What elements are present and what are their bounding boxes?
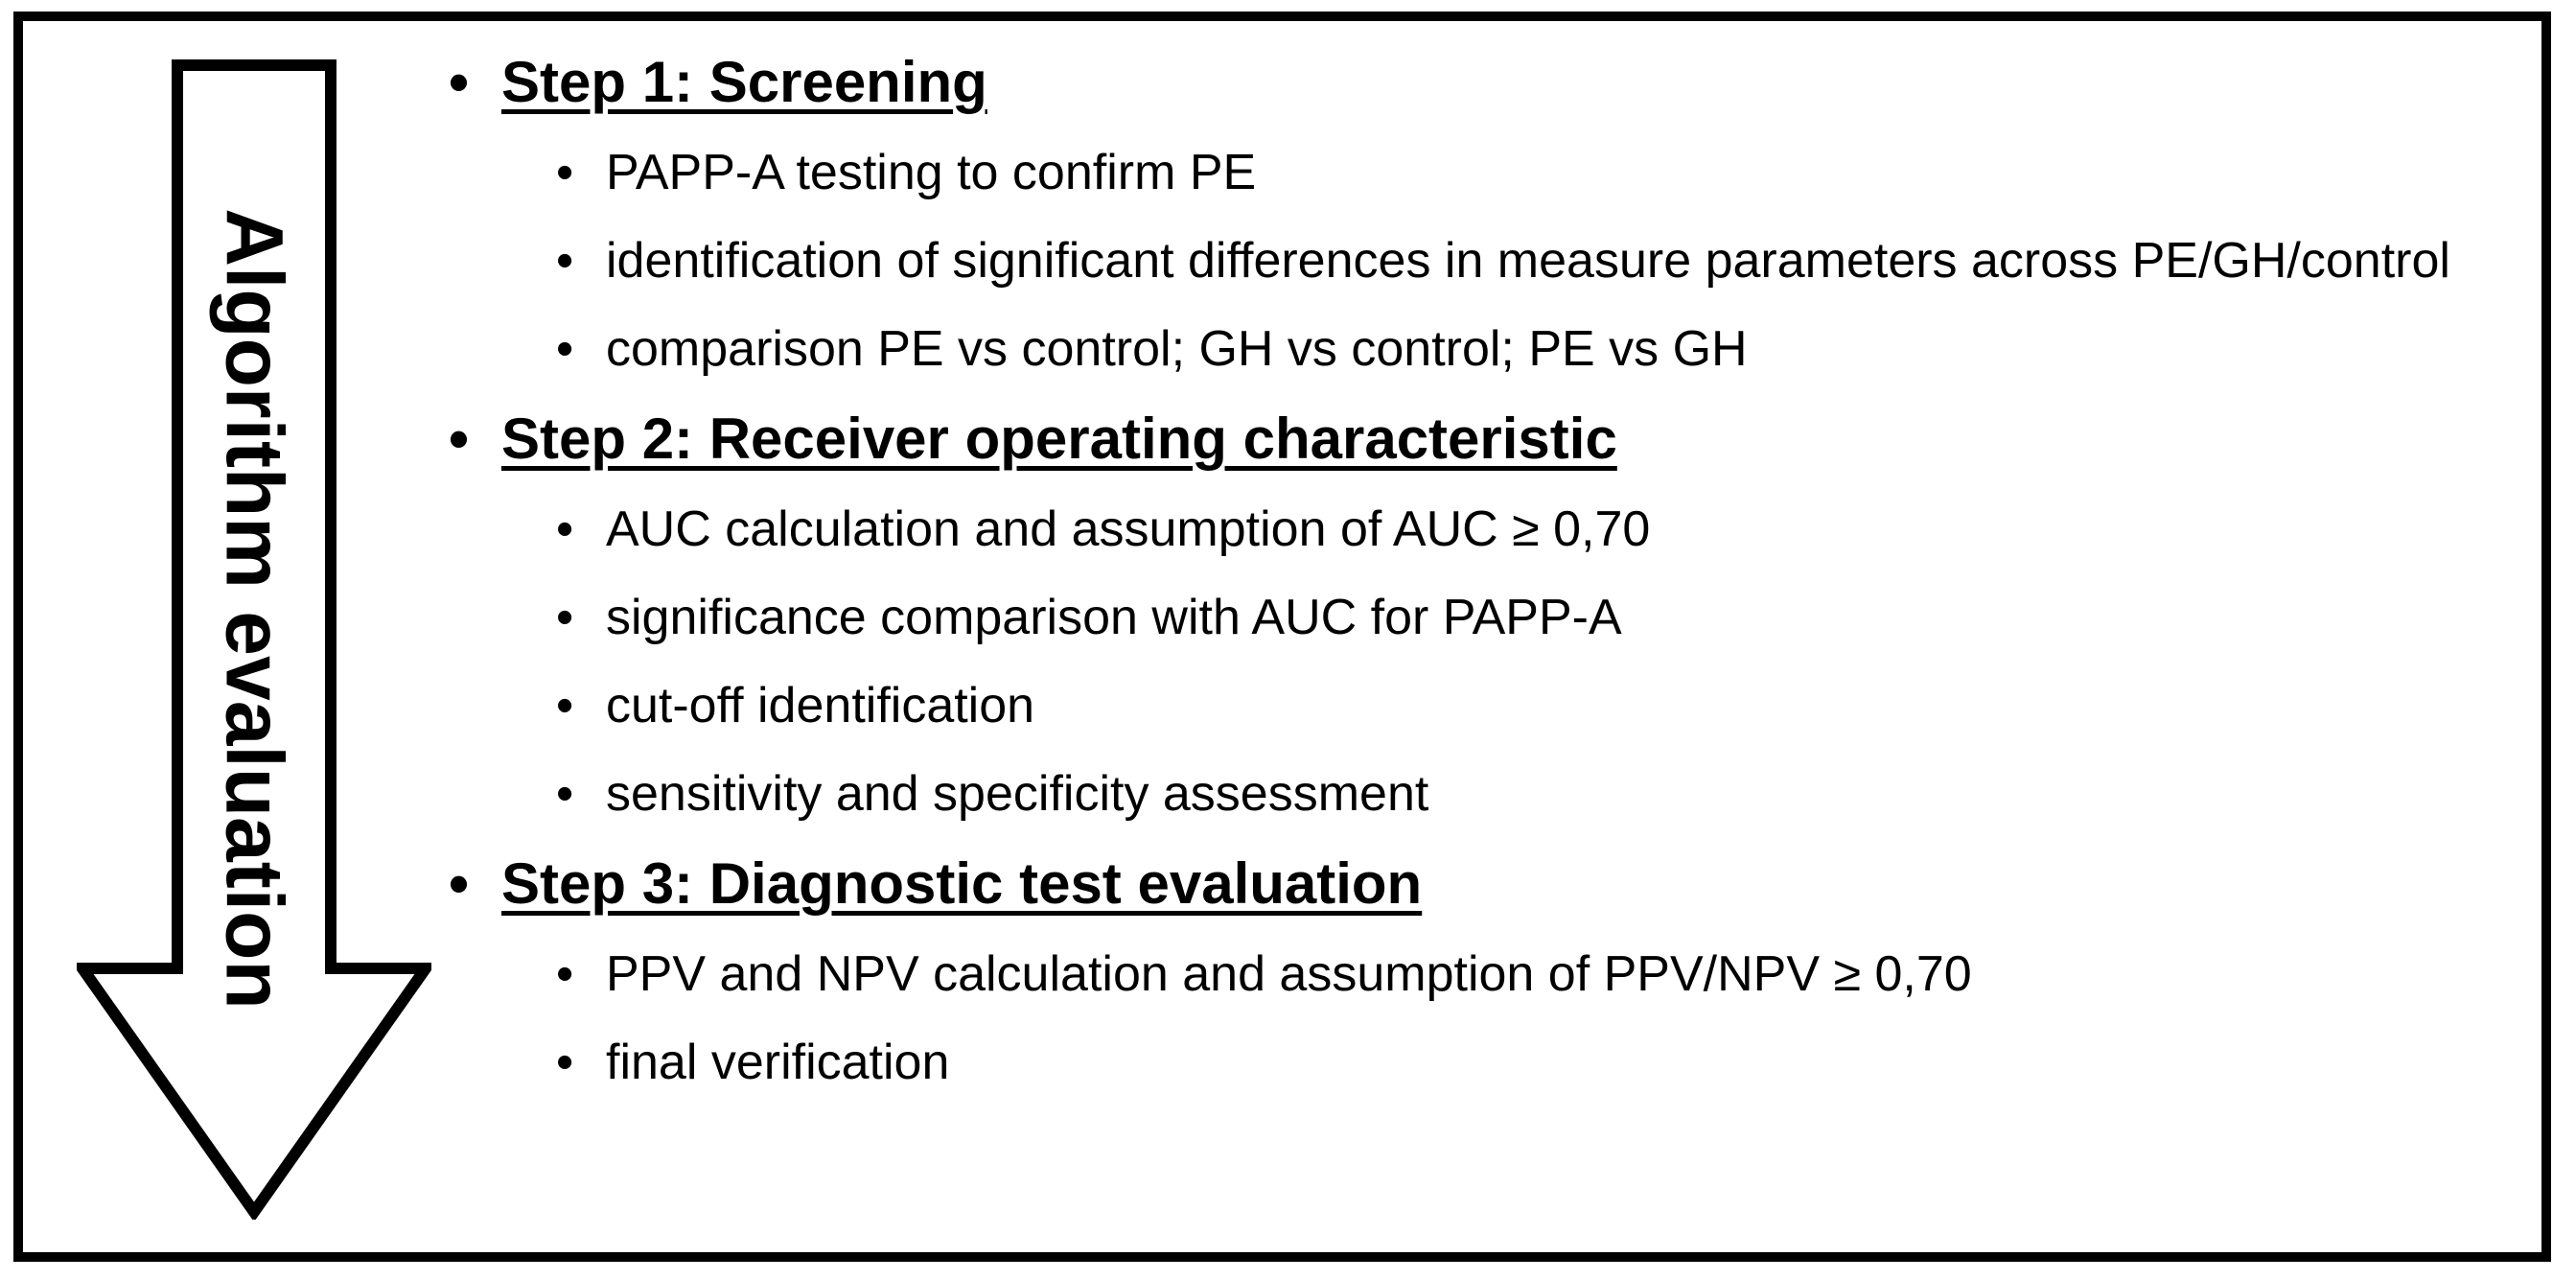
item-text: sensitivity and specificity assessment bbox=[606, 766, 1429, 822]
list-item bbox=[556, 662, 2539, 750]
step-2 bbox=[449, 393, 2539, 838]
item-text: final verification bbox=[606, 1035, 950, 1090]
item-text: cut-off identification bbox=[606, 678, 1035, 733]
bullet: • bbox=[556, 678, 574, 733]
list-item bbox=[556, 1018, 2539, 1106]
step-items bbox=[449, 128, 2539, 393]
step-1 bbox=[449, 36, 2539, 393]
bullet: • bbox=[556, 145, 574, 200]
bullet: • bbox=[556, 946, 574, 1002]
bullet: • bbox=[556, 233, 574, 289]
step-heading bbox=[449, 838, 2539, 930]
item-text: AUC calculation and assumption of AUC ≥ 0,70 bbox=[606, 501, 1651, 557]
item-text: identification of significant differences in measure parameters across PE/GH/control bbox=[606, 233, 2450, 289]
bullet: • bbox=[449, 851, 470, 916]
list-item bbox=[556, 750, 2539, 838]
bullet: • bbox=[449, 407, 470, 471]
step-heading bbox=[449, 393, 2539, 485]
bullet: • bbox=[556, 501, 574, 557]
item-text: PPV and NPV calculation and assumption of PPV/NPV ≥ 0,70 bbox=[606, 946, 1972, 1002]
item-text: comparison PE vs control; GH vs control; PE vs GH bbox=[606, 321, 1748, 377]
bullet: • bbox=[556, 766, 574, 822]
step-title: Step 2: Receiver operating characteristic bbox=[501, 407, 1617, 471]
list-item bbox=[556, 930, 2539, 1018]
list-item bbox=[556, 305, 2539, 393]
step-3 bbox=[449, 838, 2539, 1106]
arrow-label: Algorithm evaluation bbox=[209, 208, 300, 1010]
list-item bbox=[556, 573, 2539, 662]
step-items bbox=[449, 930, 2539, 1106]
steps-list bbox=[449, 36, 2539, 1106]
bullet: • bbox=[449, 50, 470, 114]
list-item bbox=[556, 217, 2539, 305]
list-item bbox=[556, 128, 2539, 217]
step-items bbox=[449, 485, 2539, 838]
bullet: • bbox=[556, 321, 574, 377]
bullet: • bbox=[556, 590, 574, 645]
step-title: Step 3: Diagnostic test evaluation bbox=[501, 851, 1423, 916]
list-item bbox=[556, 485, 2539, 573]
item-text: PAPP-A testing to confirm PE bbox=[606, 145, 1257, 200]
step-heading bbox=[449, 36, 2539, 128]
bullet: • bbox=[556, 1035, 574, 1090]
item-text: significance comparison with AUC for PAPP-A bbox=[606, 590, 1622, 645]
step-title: Step 1: Screening bbox=[501, 50, 987, 114]
